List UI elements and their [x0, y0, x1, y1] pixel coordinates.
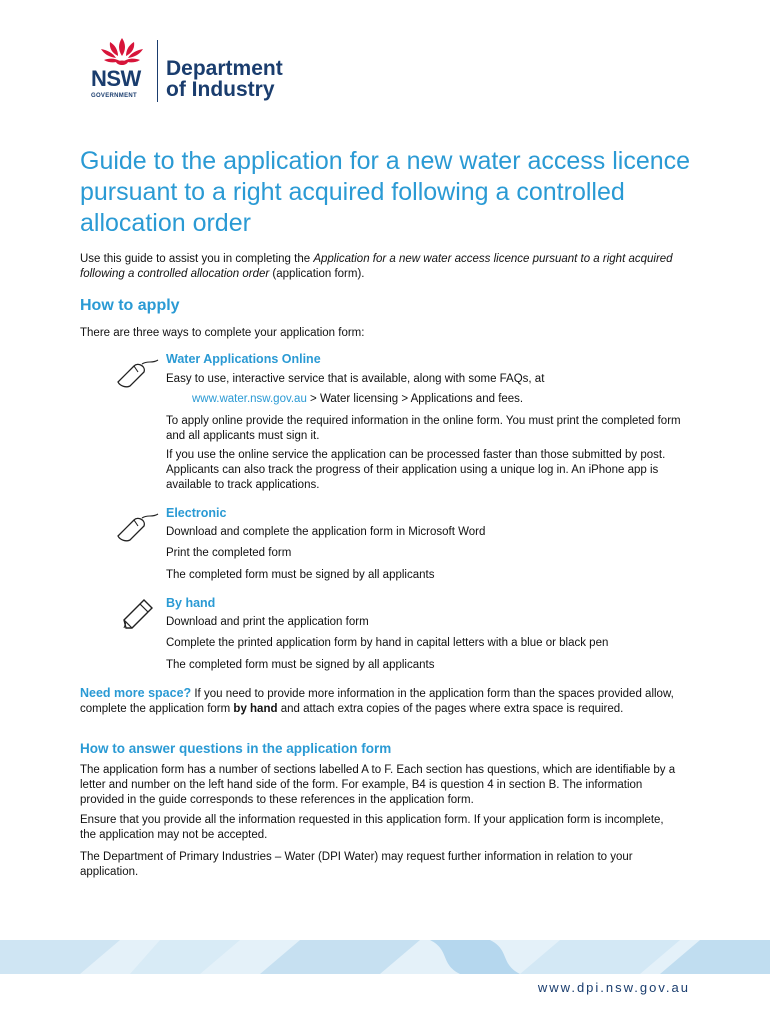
- department-name: [166, 58, 283, 100]
- need-more-space-paragraph: [80, 686, 680, 717]
- nsw-wordmark: NSW: [91, 66, 141, 91]
- online-link-suffix: > Water licensing > Applications and fees.: [306, 393, 524, 405]
- online-heading: Water Applications Online: [166, 352, 321, 366]
- water-website-link[interactable]: www.water.nsw.gov.au: [192, 393, 307, 405]
- by-hand-heading: By hand: [166, 596, 216, 610]
- online-text-3: If you use the online service the application can be processed faster than those submitted by post. Applicants can also track the progress of their application using a unique log in. An iPhone app is available to track applications.: [166, 449, 666, 491]
- electronic-text-3: The completed form must be signed by all applicants: [166, 569, 435, 581]
- need-more-space-bold: by hand: [233, 703, 278, 715]
- online-text-2: To apply online provide the required information in the online form. You must print the completed form and all applicants must sign it.: [166, 415, 681, 442]
- need-more-space-text-1: If you need to provide more information in the application form than the spaces provided allow, complete the application form: [80, 688, 674, 715]
- mouse-icon: [116, 512, 160, 542]
- how-to-apply-lead: There are three ways to complete your application form:: [80, 327, 365, 339]
- government-wordmark: GOVERNMENT: [91, 93, 138, 99]
- answer-questions-text-2: Ensure that you provide all the information requested in this application form. If your application form is incomplete, the application may not be accepted.: [80, 814, 664, 841]
- answer-questions-text-1: The application form has a number of sections labelled A to F. Each section has questions, which are identifiable by a letter and number on the left hand side of the form. For example, B4 is question 4 in section B. The information provided in the guide corresponds to these references in the application form.: [80, 764, 676, 806]
- department-line2: of Industry: [166, 78, 275, 101]
- footer-wave-band: [0, 940, 770, 974]
- intro-pre: Use this guide to assist you in completing the: [80, 253, 314, 265]
- need-more-space-text-2: and attach extra copies of the pages where extra space is required.: [277, 703, 624, 715]
- electronic-text-1: Download and complete the application form in Microsoft Word: [166, 526, 486, 538]
- by-hand-text-1: Download and print the application form: [166, 616, 369, 628]
- mouse-icon: [116, 358, 160, 388]
- intro-paragraph: [80, 252, 680, 282]
- nsw-waratah-logo: [96, 36, 148, 68]
- by-hand-text-2: Complete the printed application form by hand in capital letters with a blue or black pen: [166, 637, 609, 649]
- answer-questions-text-3: The Department of Primary Industries – Water (DPI Water) may request further information in relation to your application.: [80, 851, 633, 878]
- logo-divider: [157, 40, 158, 102]
- online-link-line: [192, 392, 712, 407]
- intro-form-name: Application for a new water access licence pursuant to a right acquired following a controlled allocation order: [80, 253, 673, 280]
- electronic-heading: Electronic: [166, 506, 227, 520]
- answer-questions-heading: How to answer questions in the application form: [80, 741, 392, 756]
- intro-post: (application form).: [269, 268, 365, 280]
- by-hand-text-3: The completed form must be signed by all applicants: [166, 659, 435, 671]
- need-more-space-label: Need more space?: [80, 686, 192, 700]
- how-to-apply-heading: How to apply: [80, 297, 180, 314]
- pencil-icon: [120, 598, 154, 632]
- electronic-text-2: Print the completed form: [166, 547, 292, 559]
- department-line1: Department: [166, 57, 283, 80]
- page-title: Guide to the application for a new water access licence pursuant to a right acquired following a controlled allocation order: [80, 147, 691, 237]
- footer-url: www.dpi.nsw.gov.au: [537, 980, 690, 995]
- online-text-1: Easy to use, interactive service that is available, along with some FAQs, at: [166, 373, 545, 385]
